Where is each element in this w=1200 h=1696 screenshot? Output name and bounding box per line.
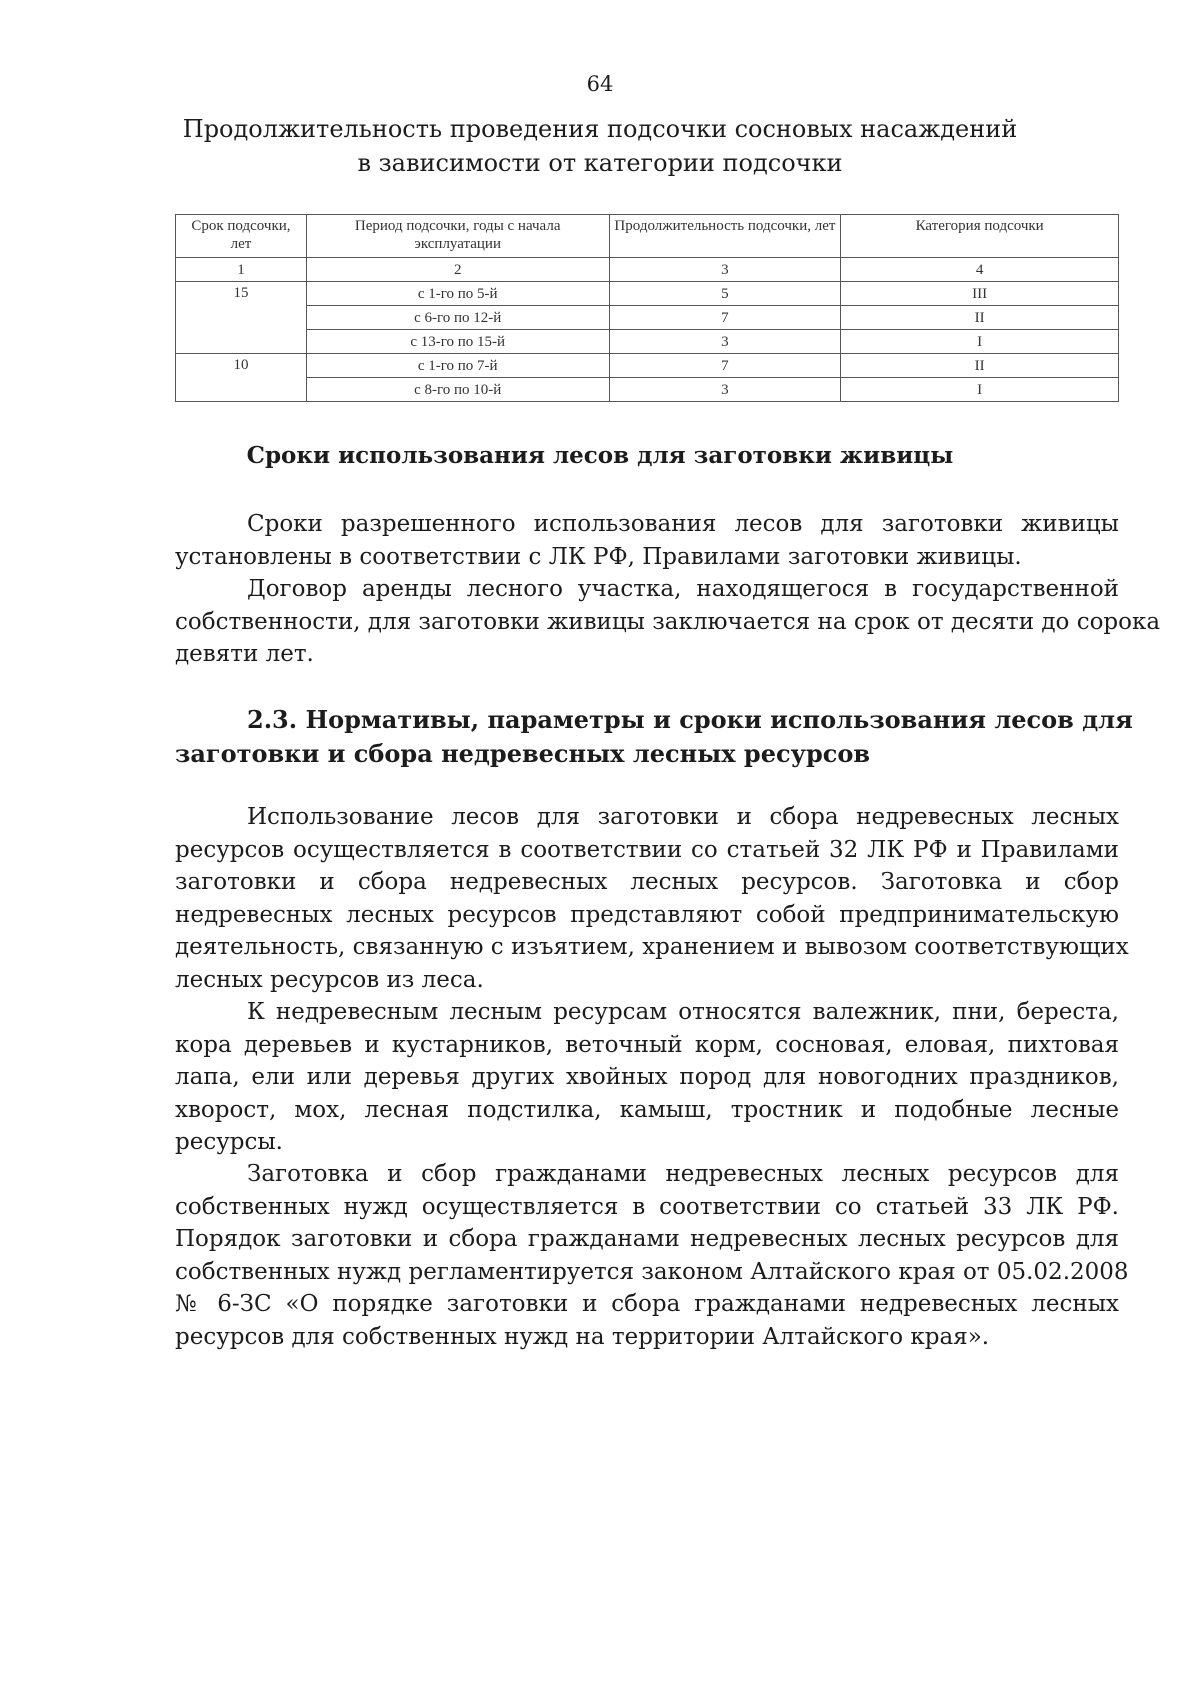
paragraph-usage xyxy=(175,801,1129,997)
text-line: ресурсов для собственных нужд на территории Алтайского края». xyxy=(175,1323,990,1350)
table-row xyxy=(176,354,1119,378)
col-number: 4 xyxy=(841,258,1119,282)
text-line: Порядок заготовки и сбора гражданами недревесных лесных ресурсов для xyxy=(175,1226,1119,1253)
col-number: 3 xyxy=(609,258,841,282)
tapping-duration-table xyxy=(175,214,1119,402)
col-number: 1 xyxy=(176,258,307,282)
period-cell: с 8-го по 10-й xyxy=(306,378,609,402)
text-line: Использование лесов для заготовки и сбора недревесных лесных xyxy=(247,804,1119,830)
text-line: собственных нужд осуществляется в соответствии со статьей 33 ЛК РФ. xyxy=(175,1193,1119,1220)
text-line: К недревесным лесным ресурсам относятся валежник, пни, береста, xyxy=(247,999,1119,1025)
text-line: Сроки разрешенного использования лесов для заготовки живицы xyxy=(247,511,1119,537)
table-row xyxy=(176,306,1119,330)
table-header-row xyxy=(176,215,1119,258)
text-line: собственности, для заготовки живицы заключается на срок от десяти до сорока xyxy=(175,608,1161,635)
duration-cell: 7 xyxy=(609,306,841,330)
text-line: лесных ресурсов из леса. xyxy=(175,966,484,993)
header-period: Период подсочки, годы с начала эксплуатации xyxy=(306,215,609,258)
text-line: № 6-ЗС «О порядке заготовки и сбора гражданами недревесных лесных xyxy=(175,1291,1119,1318)
header-duration: Продолжительность подсочки, лет xyxy=(609,215,841,258)
text-line: собственных нужд регламентируется законом Алтайского края от 05.02.2008 xyxy=(175,1258,1129,1285)
header-term: Срок подсочки, лет xyxy=(176,215,307,258)
duration-cell: 3 xyxy=(609,378,841,402)
text-line: девяти лет. xyxy=(175,641,314,668)
table-title xyxy=(0,112,1200,180)
table-row xyxy=(176,282,1119,306)
period-cell: с 13-го по 15-й xyxy=(306,330,609,354)
text-line: недревесных лесных ресурсов представляют собой предпринимательскую xyxy=(175,901,1119,928)
category-cell: II xyxy=(841,354,1119,378)
category-cell: III xyxy=(841,282,1119,306)
period-cell: с 1-го по 5-й xyxy=(306,282,609,306)
category-cell: I xyxy=(841,330,1119,354)
term-cell: 10 xyxy=(176,354,307,402)
col-number: 2 xyxy=(306,258,609,282)
duration-cell: 3 xyxy=(609,330,841,354)
text-line: ресурсов осуществляется в соответствии со статьей 32 ЛК РФ и Правилами xyxy=(175,836,1119,863)
table-row xyxy=(176,330,1119,354)
text-line: ресурсы. xyxy=(175,1129,283,1156)
paragraph-lease-contract xyxy=(175,573,1161,671)
text-line: хворост, мох, лесная подстилка, камыш, тростник и подобные лесные xyxy=(175,1096,1119,1123)
text-line: деятельность, связанную с изъятием, хранением и вывозом соответствующих xyxy=(175,934,1129,961)
subsection-heading-line-1: 2.3. Нормативы, параметры и сроки использования лесов для xyxy=(247,705,1133,734)
term-cell: 15 xyxy=(176,282,307,354)
text-line: кора деревьев и кустарников, веточный корм, сосновая, еловая, пихтовая xyxy=(175,1031,1119,1058)
period-cell: с 6-го по 12-й xyxy=(306,306,609,330)
duration-cell: 5 xyxy=(609,282,841,306)
text-line: Договор аренды лесного участка, находящегося в государственной xyxy=(247,576,1119,602)
paragraph-citizen-use xyxy=(175,1158,1129,1354)
text-line: установлены в соответствии с ЛК РФ, Правилами заготовки живицы. xyxy=(175,543,1022,570)
subsection-heading xyxy=(175,703,1133,771)
header-category: Категория подсочки xyxy=(841,215,1119,258)
page-number: 64 xyxy=(586,72,614,96)
table-row xyxy=(176,378,1119,402)
table-title-line-1: Продолжительность проведения подсочки сосновых насаждений xyxy=(182,115,1018,143)
text-line: лапа, ели или деревья других хвойных пород для новогодних праздников, xyxy=(175,1064,1119,1091)
text-line: заготовки и сбора недревесных лесных ресурсов. Заготовка и сбор xyxy=(175,869,1119,896)
subsection-heading-line-2: заготовки и сбора недревесных лесных ресурсов xyxy=(175,739,871,768)
section-heading: Сроки использования лесов для заготовки живицы xyxy=(246,442,954,469)
text-line: Заготовка и сбор гражданами недревесных лесных ресурсов для xyxy=(247,1161,1119,1187)
paragraph-resin-terms xyxy=(175,508,1119,573)
category-cell: II xyxy=(841,306,1119,330)
column-number-row xyxy=(176,258,1119,282)
period-cell: с 1-го по 7-й xyxy=(306,354,609,378)
duration-cell: 7 xyxy=(609,354,841,378)
paragraph-resource-list xyxy=(175,996,1119,1159)
table-title-line-2: в зависимости от категории подсочки xyxy=(357,149,843,177)
category-cell: I xyxy=(841,378,1119,402)
